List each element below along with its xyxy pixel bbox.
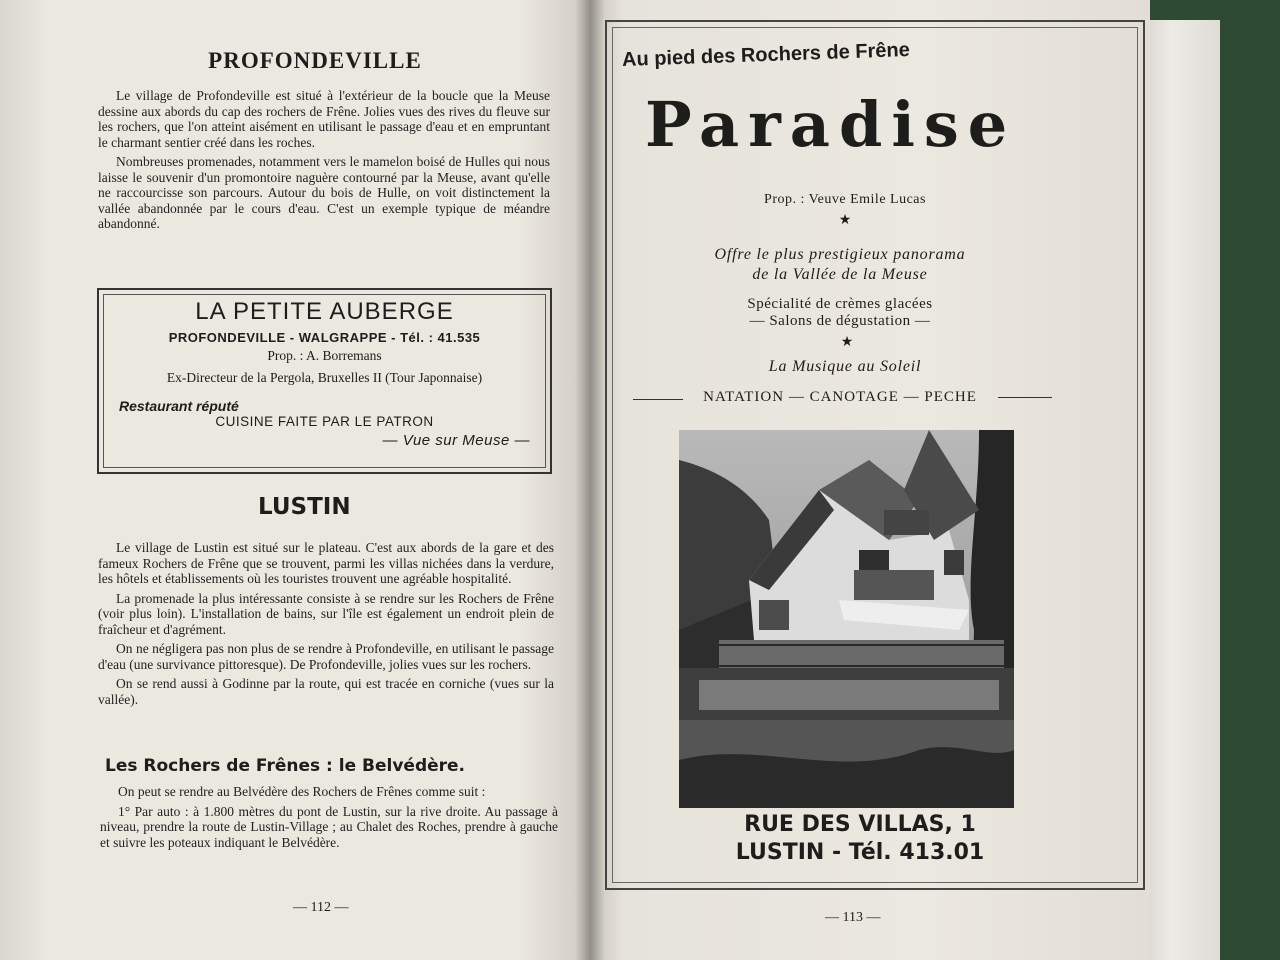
paradise-offer-2: de la Vallée de la Meuse	[752, 266, 928, 283]
auberge-cuisine: CUISINE FAITE PAR LE PATRON	[215, 414, 434, 429]
auberge-view: — Vue sur Meuse —	[382, 432, 530, 449]
lustin-paragraph: La promenade la plus intéressante consiste à se rendre sur les Rochers de Frêne (voir plus loin). L'installation de bains, sur l'île est également un endroit plein de fraîcheur et d'agrément.	[98, 590, 554, 637]
left-page	[0, 0, 590, 960]
paradise-music: La Musique au Soleil	[768, 358, 922, 375]
rochers-paragraph: 1° Par auto : à 1.800 mètres du pont de Lustin, sur la rive droite. Au passage à niveau, prendre la route de Lustin-Village ; au Chalet des Roches, prendre à gauche et suivre les poteaux indiquant le Belvédère.	[100, 803, 558, 850]
lustin-paragraph: On se rend aussi à Godinne par la route, qui est tracée en corniche (vues sur la vallée).	[98, 676, 554, 707]
activities-rule-left	[633, 399, 683, 400]
auberge-ad-box	[97, 288, 552, 474]
auberge-former: Ex-Directeur de la Pergola, Bruxelles II (Tour Japonnaise)	[166, 370, 483, 385]
paradise-name: Paradise	[645, 88, 1017, 161]
activities-rule-right	[998, 397, 1052, 398]
auberge-name: LA PETITE AUBERGE	[195, 298, 454, 325]
star-icon: ★	[840, 335, 854, 350]
rochers-heading: Les Rochers de Frênes : le Belvédère.	[105, 756, 466, 776]
lustin-title: LUSTIN	[258, 494, 351, 520]
profondeville-title: PROFONDEVILLE	[208, 48, 422, 73]
page-number-left: — 112 —	[293, 900, 349, 915]
villa-photo-drawing	[679, 430, 1014, 808]
auberge-prop: Prop. : A. Borremans	[267, 348, 382, 363]
profondeville-text	[98, 88, 550, 236]
intro-paragraph: Nombreuses promenades, notamment vers le mamelon boisé de Hulles qui nous laisse le souvenir d'un promontoire naguère contourné par la Meuse, avant qu'elle ne raccourcisse son parcours. Autour du bois de Hulle, on voit distinctement la vallée abandonnée par le cours d'eau. C'est un exemple typique de méandre abandonné.	[98, 154, 550, 231]
paradise-top-line: Au pied des Rochers de Frêne	[621, 38, 911, 72]
lustin-paragraph: On ne négligera pas non plus de se rendre à Profondeville, en utilisant le passage d'eau (une survivance pittoresque). De Profondeville, jolies vues sur les rochers.	[98, 641, 554, 672]
rochers-paragraph: On peut se rendre au Belvédère des Rochers de Frênes comme suit :	[118, 784, 486, 799]
paradise-offer-1: Offre le plus prestigieux panorama	[714, 246, 966, 263]
page-number-right: — 113 —	[825, 910, 881, 925]
intro-paragraph: Le village de Profondeville est situé à l'extérieur de la boucle que la Meuse dessine aux abords du cap des rochers de Frêne. Jolies vues des rives du fleuve sur les rochers, que l'on atteint aisément en utilisant le passage d'eau et en empruntant le charmant sentier créé dans les roches.	[98, 88, 550, 150]
paradise-specialty-2: — Salons de dégustation —	[749, 313, 931, 329]
paradise-address-1: RUE DES VILLAS, 1	[744, 812, 976, 837]
auberge-address: PROFONDEVILLE - WALGRAPPE - Tél. : 41.535	[168, 330, 481, 345]
star-icon: ★	[838, 213, 852, 228]
book-spine-shadow	[575, 0, 605, 960]
paradise-prop: Prop. : Veuve Emile Lucas	[764, 192, 926, 207]
villa-photo	[679, 430, 1014, 808]
paradise-activities: NATATION — CANOTAGE — PECHE	[703, 389, 977, 405]
back-pages-edge	[1140, 20, 1220, 960]
paradise-specialty-1: Spécialité de crèmes glacées	[747, 296, 933, 312]
auberge-reputation: Restaurant réputé	[119, 398, 239, 414]
lustin-paragraph: Le village de Lustin est situé sur le plateau. C'est aux abords de la gare et des fameux Rochers de Frêne que se trouvent, parmi les villas nichées dans la verdure, les hôtels et établissements où les touristes trouvent une agréable hospitalité.	[98, 540, 554, 586]
rochers-text	[100, 784, 558, 854]
paradise-address-2: LUSTIN - Tél. 413.01	[735, 840, 985, 865]
lustin-text	[98, 540, 554, 711]
